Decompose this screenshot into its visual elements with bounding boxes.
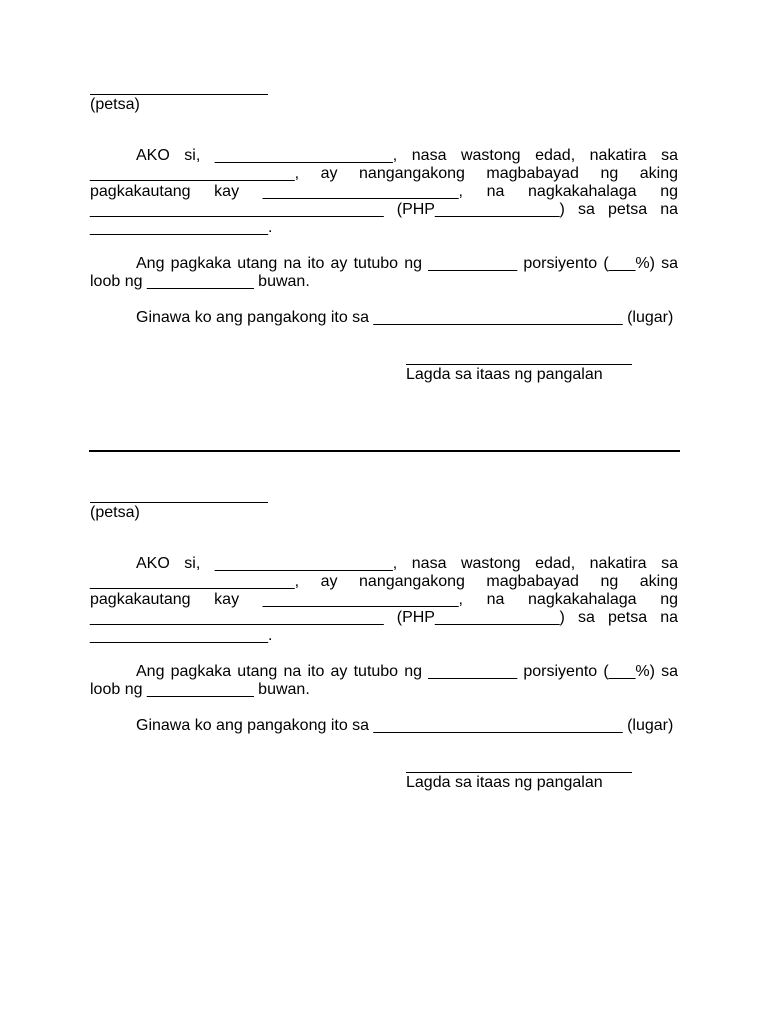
signature-label: Lagda sa itaas ng pangalan (406, 366, 603, 383)
interest-paragraph (90, 255, 678, 291)
place-paragraph (90, 309, 678, 327)
promissory-note-form-1 (90, 78, 678, 383)
interest-paragraph (90, 663, 678, 699)
place-text: Ginawa ko ang pangakong ito sa ____________________________ (lugar) (136, 309, 674, 326)
date-label: (petsa) (90, 504, 140, 521)
signature-blank-line (406, 772, 632, 773)
promissory-note-form-2 (90, 486, 678, 791)
interest-text: Ang pagkaka utang na ito ay tutubo ng __________ porsiyento (___%) sa loob ng ____________ buwan. (90, 255, 678, 290)
place-text: Ginawa ko ang pangakong ito sa ____________________________ (lugar) (136, 717, 674, 734)
section-divider (89, 450, 680, 452)
borrower-statement-text: AKO si, ____________________, nasa wastong edad, nakatira sa _______________________, ay nangangakong magbabayad ng aking pagkakautang kay ______________________, na nagkakahalaga ng _________________________________ (PHP______________) sa petsa na ____________________. (90, 147, 678, 236)
date-blank-line (90, 94, 268, 95)
signature-blank-line (406, 364, 632, 365)
borrower-statement-paragraph (90, 555, 678, 645)
place-paragraph (90, 717, 678, 735)
borrower-statement-text: AKO si, ____________________, nasa wastong edad, nakatira sa _______________________, ay nangangakong magbabayad ng aking pagkakautang kay ______________________, na nagkakahalaga ng _________________________________ (PHP______________) sa petsa na ____________________. (90, 555, 678, 644)
signature-block (406, 772, 632, 792)
date-blank-line (90, 502, 268, 503)
date-label: (petsa) (90, 96, 140, 113)
interest-text: Ang pagkaka utang na ito ay tutubo ng __________ porsiyento (___%) sa loob ng ____________ buwan. (90, 663, 678, 698)
signature-block (406, 364, 632, 384)
signature-label: Lagda sa itaas ng pangalan (406, 774, 603, 791)
borrower-statement-paragraph (90, 147, 678, 237)
